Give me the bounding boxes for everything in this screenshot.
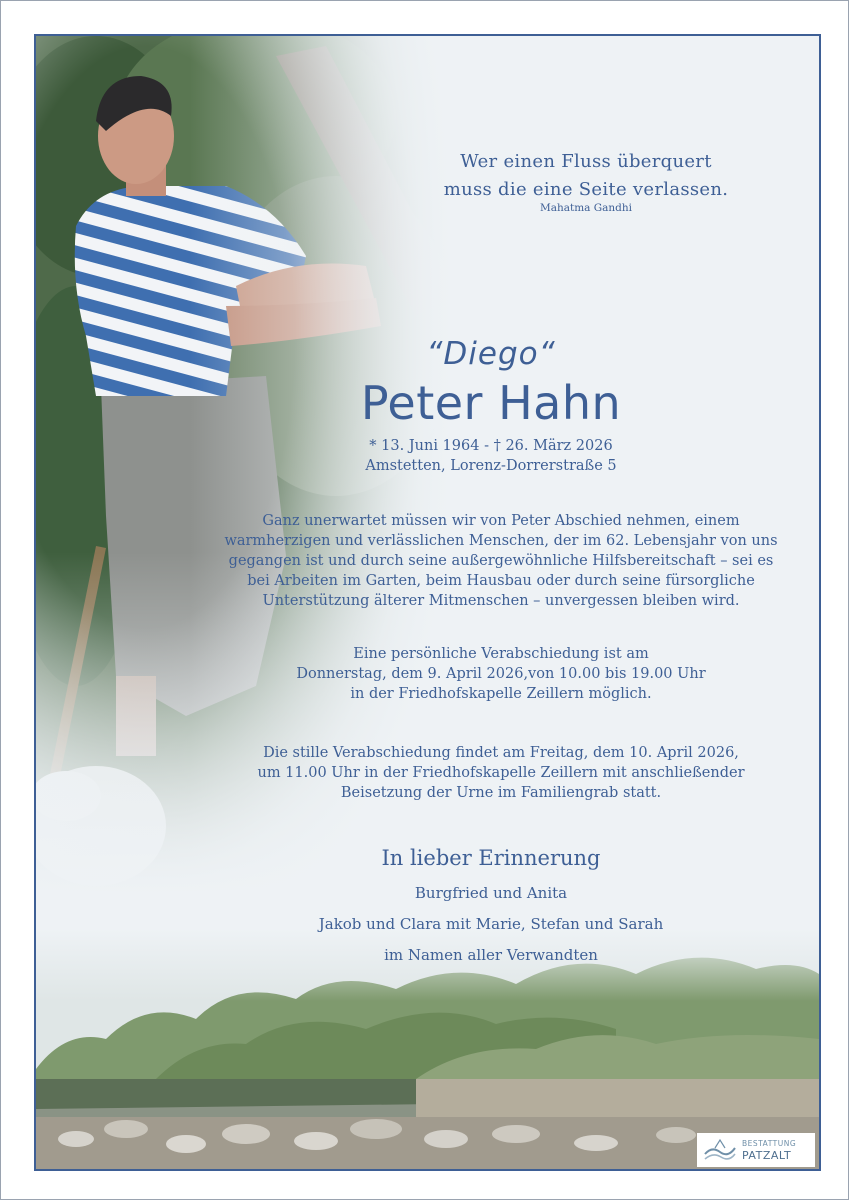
paragraph-line: um 11.00 Uhr in der Friedhofskapelle Zeillern mit anschließender: [257, 765, 745, 781]
paragraph-line: Beisetzung der Urne im Familiengrab statt.: [340, 785, 662, 801]
life-dates: * 13. Juni 1964 - † 26. März 2026: [369, 438, 613, 454]
paragraph-line: Die stille Verabschiedung findet am Freitag, dem 10. April 2026,: [263, 745, 739, 761]
mourner-line: Jakob und Clara mit Marie, Stefan und Sarah: [318, 915, 664, 933]
deceased-name: Peter Hahn: [360, 376, 622, 430]
burial-paragraph: [206, 743, 796, 803]
logo-big-text: PATZALT: [742, 1149, 792, 1162]
paragraph-line: gegangen ist und durch seine außergewöhnliche Hilfsbereitschaft – sei es: [228, 553, 774, 569]
wave-logo-icon: [703, 1138, 737, 1162]
quote: [336, 148, 821, 204]
obituary-card: [34, 34, 821, 1171]
paragraph-line: warmherzigen und verlässlichen Menschen, der im 62. Lebensjahr von uns: [224, 533, 778, 549]
paragraph-line: bei Arbeiten im Garten, beim Hausbau oder durch seine fürsorgliche: [247, 573, 755, 589]
address: Amstetten, Lorenz-Dorrerstraße 5: [365, 458, 617, 474]
paragraph-line: in der Friedhofskapelle Zeillern möglich.: [350, 686, 652, 702]
paragraph-line: Unterstützung älterer Mitmenschen – unvergessen bleiben wird.: [262, 593, 740, 609]
nickname: “Diego“: [426, 336, 556, 372]
paragraph-line: Donnerstag, dem 9. April 2026,von 10.00 bis 19.00 Uhr: [296, 666, 706, 682]
logo-small-text: BESTATTUNG: [742, 1139, 797, 1148]
quote-line-1: Wer einen Fluss überquert: [460, 151, 712, 172]
memory-heading: In lieber Erinnerung: [381, 846, 601, 870]
paragraph-line: Eine persönliche Verabschiedung ist am: [353, 646, 649, 662]
quote-line-2: muss die eine Seite verlassen.: [443, 179, 729, 200]
life-dates-block: [266, 436, 716, 476]
logo-text: [742, 1138, 796, 1162]
paragraph-line: Ganz unerwartet müssen wir von Peter Abschied nehmen, einem: [262, 513, 740, 529]
quote-author: Mahatma Gandhi: [539, 202, 633, 214]
mourner-line: Burgfried und Anita: [414, 884, 568, 902]
mourner-line: im Namen aller Verwandten: [384, 946, 598, 964]
funeral-home-logo: [697, 1133, 815, 1167]
farewell-paragraph: [206, 644, 796, 704]
intro-paragraph: [206, 511, 796, 611]
